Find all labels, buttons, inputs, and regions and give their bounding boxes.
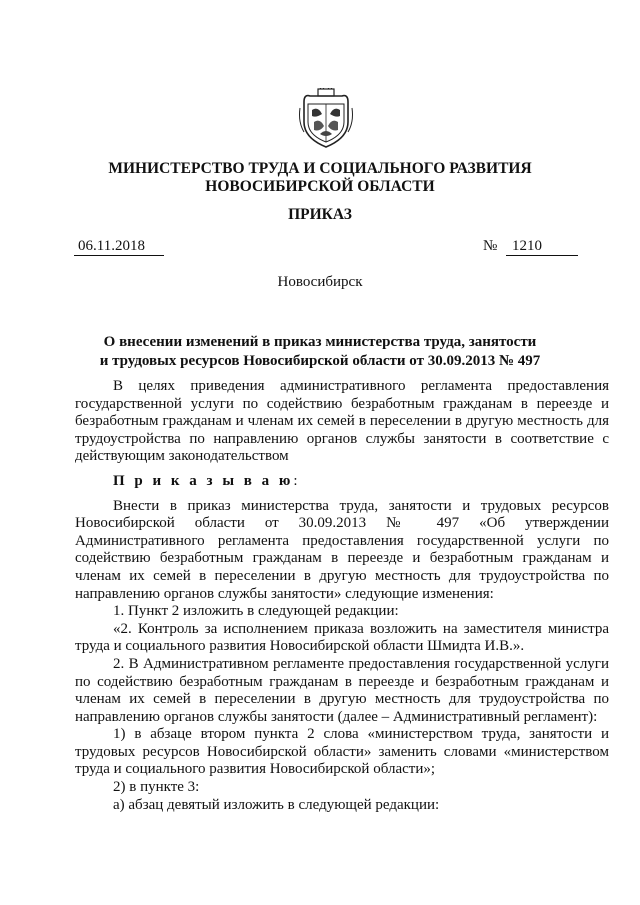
organization-name-line2: НОВОСИБИРСКОЙ ОБЛАСТИ [205, 178, 435, 195]
order-colon: : [293, 472, 298, 489]
paragraph-7: а) абзац девятый изложить в следующей редакции: [113, 796, 440, 813]
city: Новосибирск [277, 274, 363, 290]
paragraph-3: «2. Контроль за исполнением приказа возложить на заместителя министра труда и социального развития Новосибирской области Шмидта И.В.». [75, 620, 609, 655]
preamble-paragraph: В целях приведения административного регламента предоставления государственной услуги по содействию безработным гражданам в переезде и безработным гражданам и членам их семей в переселении в другую местность для трудоустройства по направлению органов службы занятости в соответствие с действующим законодательством [75, 378, 609, 465]
paragraph-5: 1) в абзаце втором пункта 2 слова «министерством труда, занятости и трудовых ресурсов Новосибирской области» заменить словами «министерством труда и социального развития Новосибирской области»; [75, 726, 609, 778]
paragraph-1: Внести в приказ министерства труда, занятости и трудовых ресурсов Новосибирской области от 30.09.2013 № 497 «Об утверждении Административного регламента предоставления государственной услуги по содействию безработным гражданам в переезде и безработным гражданам и членам их семей в переселении в другую местность для трудоустройства по направлению органов службы занятости» следующие изменения: [75, 497, 609, 602]
order-heading [75, 473, 609, 491]
document-subject [0, 333, 640, 371]
paragraph-2: 1. Пункт 2 изложить в следующей редакции: [113, 603, 399, 620]
subject-line1: О внесении изменений в приказ министерства труда, занятости [103, 334, 537, 350]
document-number: 1210 [506, 237, 578, 256]
document-date: 06.11.2018 [74, 237, 164, 256]
order-word: П р и к а з ы в а ю [113, 472, 294, 489]
document-type: ПРИКАЗ [288, 206, 352, 223]
coat-of-arms-icon [298, 88, 354, 150]
number-sign: № [483, 238, 498, 254]
subject-line2: и трудовых ресурсов Новосибирской области от 30.09.2013 № 497 [99, 353, 541, 369]
organization-name-line1: МИНИСТЕРСТВО ТРУДА И СОЦИАЛЬНОГО РАЗВИТИЯ [108, 160, 532, 177]
paragraph-6: 2) в пункте 3: [113, 779, 200, 796]
paragraph-4: 2. В Административном регламенте предоставления государственной услуги по содействию безработным гражданам в переезде и безработным гражданам и членам их семей в переселении в другую местность для трудоустройства по направлению органов службы занятости (далее – Административный регламент): [75, 655, 609, 725]
document-body [75, 378, 609, 814]
